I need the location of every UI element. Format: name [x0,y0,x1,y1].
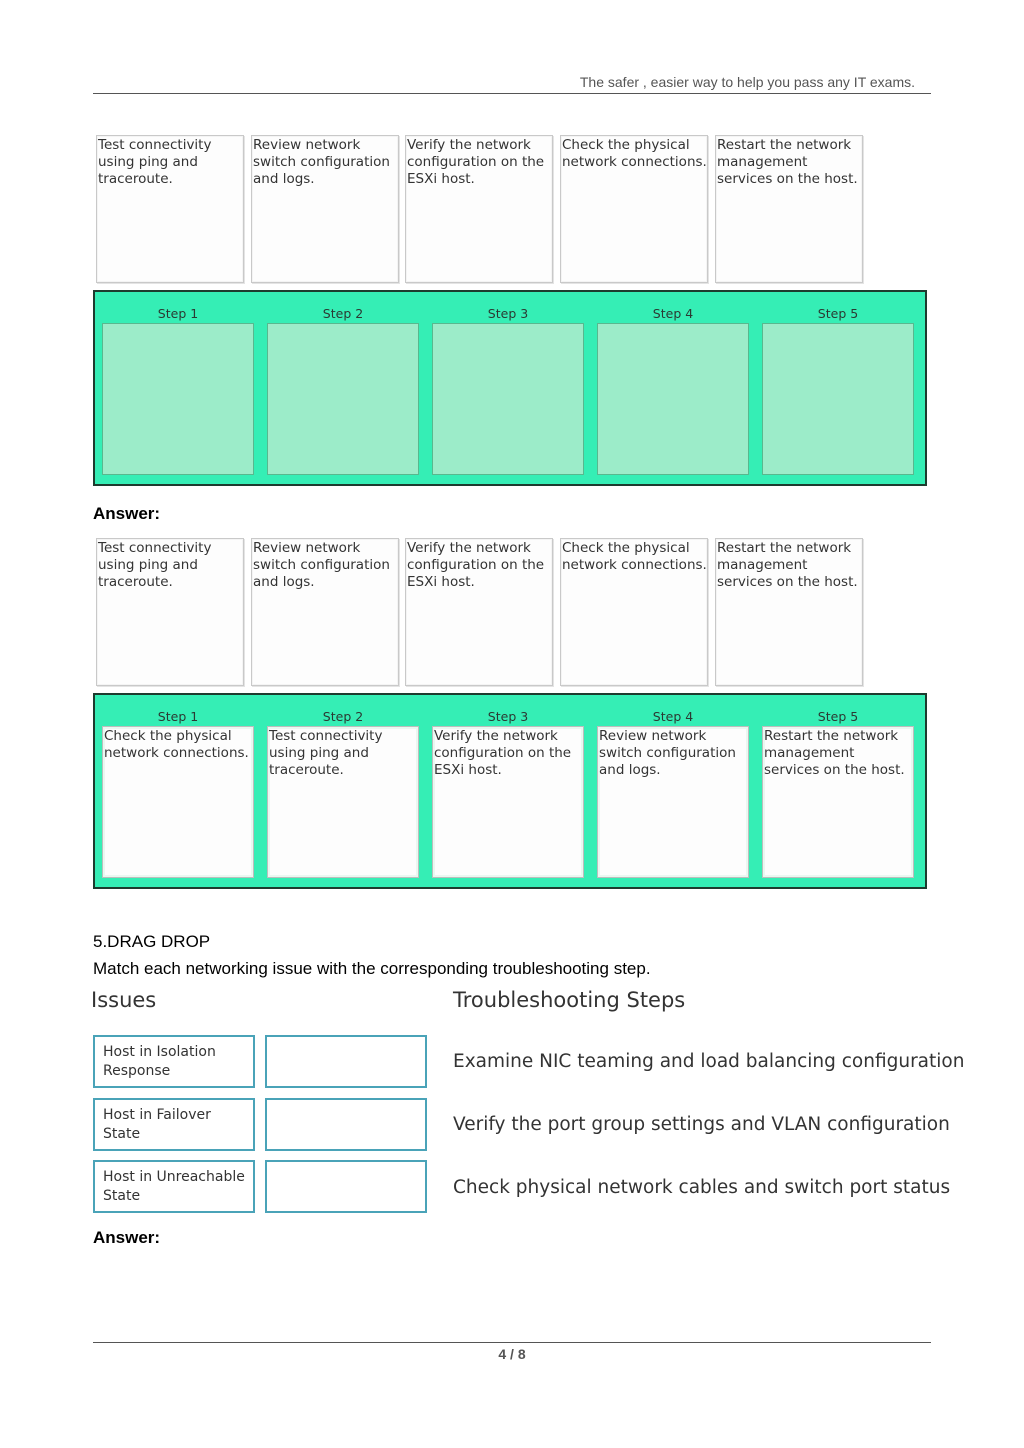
troubleshooting-step[interactable]: Verify the port group settings and VLAN configuration [453,1114,950,1135]
troubleshooting-heading: Troubleshooting Steps [453,988,686,1012]
answer-step-card: Restart the network management services on the host. [762,726,914,878]
option-card[interactable]: Review network switch configuration and logs. [251,135,399,283]
troubleshooting-step[interactable]: Check physical network cables and switch port status [453,1177,951,1198]
answer-step-panel [93,693,927,889]
option-card[interactable]: Test connectivity using ping and traceroute. [96,135,244,283]
question-title: 5.DRAG DROP [93,932,211,951]
issue-item [93,1160,255,1213]
step-drop-slot[interactable] [762,323,914,475]
step-label: Step 1 [157,709,199,724]
match-drop-slot[interactable] [265,1160,427,1213]
issue-label: Host in Unreachable State [103,1168,245,1204]
step-drop-slot[interactable] [102,323,254,475]
answer-label: Answer: [93,504,161,523]
step-panel [93,290,927,486]
option-card[interactable]: Verify the network configuration on the ESXi host. [405,135,553,283]
step-label: Step 4 [652,709,694,724]
answer-step-card: Check the physical network connections. [102,726,254,878]
option-card[interactable]: Check the physical network connections. [560,135,708,283]
header-tagline: The safer , easier way to help you pass any IT exams. [579,74,915,90]
step-drop-slot[interactable] [597,323,749,475]
step-label: Step 2 [322,306,364,321]
step-label: Step 2 [322,709,364,724]
step-label: Step 5 [817,709,859,724]
answer-step-card: Test connectivity using ping and traceroute. [267,726,419,878]
option-card[interactable]: Restart the network management services on the host. [715,135,863,283]
answer-step-card: Review network switch configuration and logs. [597,726,749,878]
answer-label: Answer: [93,1228,161,1247]
option-card: Review network switch configuration and logs. [251,538,399,686]
option-card: Test connectivity using ping and traceroute. [96,538,244,686]
answer-step-card: Verify the network configuration on the ESXi host. [432,726,584,878]
match-drop-slot[interactable] [265,1098,427,1151]
step-label: Step 3 [487,709,529,724]
option-card: Restart the network management services on the host. [715,538,863,686]
step-label: Step 5 [817,306,859,321]
step-label: Step 3 [487,306,529,321]
issue-item [93,1098,255,1151]
step-drop-slot[interactable] [432,323,584,475]
header-divider [93,93,931,94]
match-drop-slot[interactable] [265,1035,427,1088]
issue-label: Host in Failover State [103,1106,211,1142]
page-number: 4 / 8 [498,1346,526,1362]
step-label: Step 4 [652,306,694,321]
step-label: Step 1 [157,306,199,321]
question-prompt: Match each networking issue with the corresponding troubleshooting step. [93,959,651,978]
issue-item [93,1035,255,1088]
step-drop-slot[interactable] [267,323,419,475]
footer-divider [93,1342,931,1343]
issues-heading: Issues [91,988,157,1012]
option-card: Verify the network configuration on the ESXi host. [405,538,553,686]
option-card: Check the physical network connections. [560,538,708,686]
issue-label: Host in Isolation Response [103,1043,216,1079]
troubleshooting-step[interactable]: Examine NIC teaming and load balancing configuration [453,1051,965,1072]
